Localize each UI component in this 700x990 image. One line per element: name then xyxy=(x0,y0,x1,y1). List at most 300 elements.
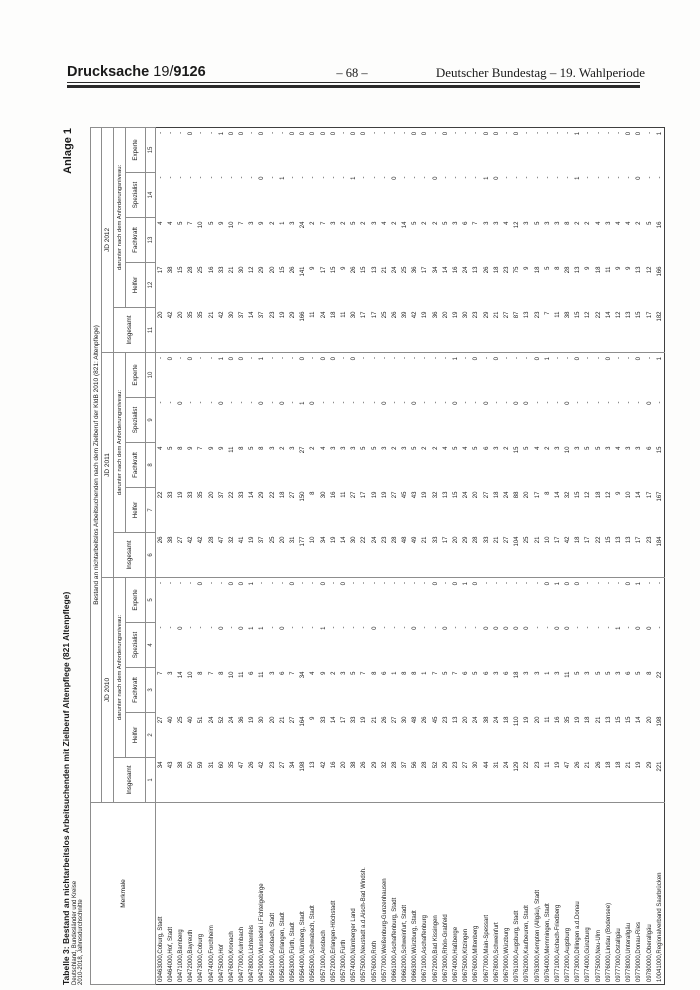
data-cell: 24 xyxy=(319,308,329,353)
data-cell: - xyxy=(361,582,368,584)
data-cell: 35 xyxy=(186,308,196,353)
row-label: 09771000,Aichach-Friedberg xyxy=(553,803,563,985)
data-cell: 4 xyxy=(381,221,388,225)
data-cell: - xyxy=(269,582,276,584)
data-cell: - xyxy=(157,176,164,179)
data-cell: 19 xyxy=(177,491,184,499)
data-cell: 2 xyxy=(636,221,643,225)
data-cell: 18 xyxy=(585,716,592,724)
data-cell: 18 xyxy=(493,491,500,499)
table-row xyxy=(206,127,216,984)
data-cell: 0 xyxy=(626,131,633,136)
data-cell: 38 xyxy=(176,758,186,803)
data-cell: 8 xyxy=(198,671,205,675)
data-cell: 0 xyxy=(636,357,643,361)
data-cell: 7 xyxy=(432,671,439,675)
data-cell: - xyxy=(616,401,623,404)
data-cell: - xyxy=(310,582,317,584)
data-cell: 33 xyxy=(239,491,246,499)
data-cell: - xyxy=(626,176,633,179)
data-cell: - xyxy=(585,401,592,404)
data-cell: 141 xyxy=(300,266,307,277)
data-cell: 7 xyxy=(290,671,297,675)
data-cell: 21 xyxy=(206,308,216,353)
data-cell: 21 xyxy=(420,533,430,578)
data-cell: 24 xyxy=(502,758,512,803)
header-rule-thick xyxy=(67,85,640,88)
data-cell: 9 xyxy=(218,446,225,450)
data-cell: 27 xyxy=(502,308,512,353)
data-table xyxy=(90,127,665,985)
table-row xyxy=(369,127,379,984)
data-cell: 7 xyxy=(361,671,368,675)
data-cell: 11 xyxy=(259,671,266,678)
data-cell: 25 xyxy=(380,308,390,353)
data-cell: 22 xyxy=(228,491,235,499)
data-cell: 21 xyxy=(279,716,286,724)
data-cell: 16 xyxy=(656,221,663,229)
row-label: 09476000,Kronach xyxy=(227,803,237,985)
row-label: 09472000,Bayreuth xyxy=(186,803,196,985)
data-cell: 0 xyxy=(300,131,307,136)
table-row xyxy=(349,127,359,984)
data-cell: 42 xyxy=(196,533,206,578)
data-cell: 13 xyxy=(624,533,634,578)
data-cell: - xyxy=(453,176,460,179)
data-cell: 18 xyxy=(493,266,500,274)
data-cell: 5 xyxy=(361,446,368,450)
data-cell: 0 xyxy=(636,176,643,180)
data-cell: - xyxy=(361,176,368,179)
data-cell: 17 xyxy=(359,308,369,353)
data-cell: 7 xyxy=(208,671,215,675)
data-cell: 41 xyxy=(237,533,247,578)
data-cell: 3 xyxy=(636,446,643,450)
level-header-fachkraft: Fachkraft xyxy=(126,668,146,713)
table-row xyxy=(482,127,492,984)
data-cell: 0 xyxy=(320,131,327,136)
data-cell: - xyxy=(656,401,663,404)
page-number: – 68 – xyxy=(336,66,368,80)
data-cell: 33 xyxy=(431,533,441,578)
data-cell: 12 xyxy=(614,308,624,353)
data-cell: - xyxy=(422,626,429,629)
data-cell: 1 xyxy=(422,671,429,675)
data-cell: 59 xyxy=(196,758,206,803)
data-cell: 1 xyxy=(351,176,358,180)
data-cell: 0 xyxy=(636,131,643,136)
data-cell: 21 xyxy=(381,266,388,274)
data-cell: 33 xyxy=(320,716,327,724)
table-row xyxy=(441,127,451,984)
data-cell: 5 xyxy=(585,446,592,450)
data-cell: 0 xyxy=(432,176,439,180)
data-cell: 1 xyxy=(279,221,286,225)
data-cell: - xyxy=(300,582,307,584)
data-cell: 48 xyxy=(400,533,410,578)
data-cell: 18 xyxy=(573,533,583,578)
col-number: 6 xyxy=(146,533,156,578)
row-label: 09478000,Lichtenfels xyxy=(247,803,257,985)
data-cell: 13 xyxy=(453,716,460,724)
data-cell: 0 xyxy=(483,131,490,136)
data-cell: 5 xyxy=(595,671,602,675)
data-cell: 17 xyxy=(534,491,541,499)
data-cell: - xyxy=(188,401,195,404)
data-cell: - xyxy=(595,131,602,134)
data-cell: - xyxy=(361,357,368,359)
data-cell: 11 xyxy=(605,266,612,273)
row-label: 10041000,Regionalverband Saarbrücken xyxy=(655,803,665,985)
data-cell: 28 xyxy=(471,533,481,578)
data-cell: 20 xyxy=(524,491,531,499)
data-cell: 88 xyxy=(514,491,521,499)
data-cell: 52 xyxy=(431,758,441,803)
data-cell: 0 xyxy=(188,357,195,361)
data-cell: - xyxy=(208,401,215,404)
data-cell: 23 xyxy=(645,533,655,578)
data-cell: 29 xyxy=(259,266,266,274)
data-cell: - xyxy=(177,582,184,584)
data-cell: 17 xyxy=(361,491,368,499)
data-cell: - xyxy=(463,357,470,359)
table-row xyxy=(451,127,461,984)
data-cell: 30 xyxy=(461,308,471,353)
level-header-experte: Experte xyxy=(126,578,146,623)
data-cell: 7 xyxy=(239,221,246,225)
data-cell: 4 xyxy=(463,446,470,450)
table-row xyxy=(400,127,410,984)
data-cell: - xyxy=(422,357,429,359)
data-cell: 3 xyxy=(605,221,612,225)
data-cell: 3 xyxy=(585,671,592,675)
data-cell: - xyxy=(249,131,256,134)
data-cell: 13 xyxy=(624,308,634,353)
data-cell: 1 xyxy=(259,626,266,630)
data-cell: 8 xyxy=(239,446,246,450)
data-cell: 19 xyxy=(361,716,368,724)
data-cell: - xyxy=(300,626,307,629)
data-cell: 17 xyxy=(441,533,451,578)
data-cell: 0 xyxy=(514,131,521,136)
data-cell: 198 xyxy=(298,758,308,803)
data-cell: 33 xyxy=(188,491,195,499)
data-cell: 22 xyxy=(594,308,604,353)
data-cell: 0 xyxy=(503,626,510,630)
data-cell: - xyxy=(585,131,592,134)
data-cell: 12 xyxy=(646,266,653,274)
table-row xyxy=(502,127,512,984)
data-cell: - xyxy=(595,357,602,359)
data-cell: 6 xyxy=(381,671,388,675)
data-cell: - xyxy=(595,626,602,629)
data-cell: 7 xyxy=(157,671,164,675)
data-cell: 45 xyxy=(402,491,409,499)
data-cell: 20 xyxy=(208,491,215,499)
table-row xyxy=(532,127,542,984)
data-cell: 26 xyxy=(351,266,358,274)
data-cell: 0 xyxy=(565,401,572,405)
row-label: 09775000,Neu-Ulm xyxy=(594,803,604,985)
data-cell: 221 xyxy=(655,758,665,803)
data-cell: 23 xyxy=(268,758,278,803)
year-header-2011: JD 2011 xyxy=(102,353,114,578)
data-cell: 38 xyxy=(166,533,176,578)
data-cell: - xyxy=(585,582,592,584)
data-cell: 14 xyxy=(330,716,337,724)
data-cell: - xyxy=(371,401,378,404)
data-cell: 22 xyxy=(656,671,663,679)
data-cell: 0 xyxy=(575,582,582,586)
data-cell: 150 xyxy=(300,491,307,502)
data-cell: - xyxy=(391,401,398,404)
data-cell: - xyxy=(412,357,419,359)
data-cell: 15 xyxy=(634,308,644,353)
data-cell: - xyxy=(402,582,409,584)
data-cell: 11 xyxy=(339,308,349,353)
data-cell: 0 xyxy=(534,357,541,361)
data-cell: 16 xyxy=(330,491,337,499)
data-cell: 0 xyxy=(432,582,439,586)
table-row xyxy=(227,127,237,984)
data-cell: 19 xyxy=(553,758,563,803)
data-cell: 30 xyxy=(349,308,359,353)
data-cell: 12 xyxy=(249,266,256,274)
data-cell: 17 xyxy=(320,266,327,274)
data-cell: 4 xyxy=(442,446,449,450)
level-header-experte: Experte xyxy=(126,127,146,172)
data-cell: 5 xyxy=(412,221,419,225)
row-label: 09674000,Haßberge xyxy=(451,803,461,985)
data-cell: 28 xyxy=(565,266,572,274)
row-label: 09561000,Ansbach, Stadt xyxy=(268,803,278,985)
data-cell: 3 xyxy=(351,446,358,450)
data-cell: - xyxy=(198,131,205,134)
data-cell: 1 xyxy=(218,357,225,361)
data-cell: 4 xyxy=(595,221,602,225)
table-title-block xyxy=(62,128,90,985)
row-label: 09571000,Ansbach xyxy=(319,803,329,985)
data-cell: - xyxy=(595,401,602,404)
data-cell: 2 xyxy=(585,221,592,225)
data-cell: - xyxy=(177,131,184,134)
data-cell: 23 xyxy=(503,266,510,274)
data-cell: 5 xyxy=(351,221,358,225)
data-cell: 0 xyxy=(473,582,480,586)
data-cell: 17 xyxy=(583,533,593,578)
data-cell: - xyxy=(554,401,561,404)
data-cell: 1 xyxy=(554,582,561,586)
data-cell: 23 xyxy=(451,758,461,803)
data-cell: - xyxy=(290,357,297,359)
data-cell: 0 xyxy=(422,131,429,136)
data-cell: - xyxy=(269,401,276,404)
data-cell: 0 xyxy=(453,582,460,586)
data-cell: 51 xyxy=(198,716,205,724)
data-cell: 11 xyxy=(340,491,347,498)
data-cell: 3 xyxy=(534,671,541,675)
data-cell: 9 xyxy=(524,266,531,270)
data-cell: - xyxy=(534,582,541,584)
data-cell: 2 xyxy=(422,446,429,450)
data-cell: 5 xyxy=(442,671,449,675)
data-cell: 34 xyxy=(156,758,166,803)
data-cell: 26 xyxy=(422,716,429,724)
data-cell: 0 xyxy=(330,357,337,361)
data-cell: 45 xyxy=(432,716,439,724)
data-cell: 17 xyxy=(157,266,164,274)
row-label: 09563000,Fürth, Stadt xyxy=(288,803,298,985)
data-cell: 0 xyxy=(554,626,561,630)
data-cell: 7 xyxy=(198,446,205,450)
data-cell: - xyxy=(636,401,643,404)
table-row xyxy=(319,127,329,984)
data-cell: 26 xyxy=(573,758,583,803)
data-cell: - xyxy=(402,401,409,404)
data-cell: 0 xyxy=(493,357,500,361)
data-cell: 33 xyxy=(218,266,225,274)
data-cell: 2 xyxy=(330,671,337,675)
data-cell: 20 xyxy=(463,716,470,724)
data-cell: 42 xyxy=(563,533,573,578)
data-cell: - xyxy=(605,582,612,584)
level-header-fachkraft: Fachkraft xyxy=(126,218,146,263)
data-cell: 37 xyxy=(257,533,267,578)
data-cell: 30 xyxy=(402,716,409,724)
table-row xyxy=(573,127,583,984)
table-row xyxy=(492,127,502,984)
data-cell: 40 xyxy=(188,716,195,724)
data-cell: - xyxy=(300,176,307,179)
row-label: 09677000,Main-Spessart xyxy=(482,803,492,985)
insgesamt-header: Insgesamt xyxy=(114,533,146,578)
data-cell: 0 xyxy=(177,626,184,630)
data-cell: 21 xyxy=(228,266,235,274)
data-cell: 0 xyxy=(188,131,195,136)
data-cell: - xyxy=(259,582,266,584)
data-cell: - xyxy=(432,401,439,404)
data-cell: 20 xyxy=(473,491,480,499)
data-cell: 43 xyxy=(166,758,176,803)
data-cell: 0 xyxy=(442,626,449,630)
data-cell: 0 xyxy=(371,626,378,630)
data-cell: 7 xyxy=(320,221,327,225)
data-cell: 22 xyxy=(269,491,276,499)
darunter-header: darunter nach dem Anforderungsniveau: xyxy=(114,578,126,758)
data-cell: - xyxy=(483,582,490,584)
data-cell: 42 xyxy=(217,308,227,353)
data-cell: 13 xyxy=(636,266,643,274)
data-cell: 5 xyxy=(524,446,531,450)
table-row xyxy=(166,127,176,984)
data-cell: 6 xyxy=(646,446,653,450)
data-cell: - xyxy=(514,582,521,584)
row-label: 09562000,Erlangen, Stadt xyxy=(278,803,288,985)
data-cell: 9 xyxy=(340,266,347,270)
data-cell: 3 xyxy=(554,671,561,675)
data-cell: 4 xyxy=(310,671,317,675)
data-cell: 0 xyxy=(605,357,612,361)
data-cell: 23 xyxy=(532,758,542,803)
table-subtitle-region: Deutschland, Bundesländer und Kreise xyxy=(71,880,78,985)
data-cell: 15 xyxy=(361,266,368,274)
data-cell: 15 xyxy=(453,491,460,499)
data-cell: 15 xyxy=(573,308,583,353)
data-cell: - xyxy=(453,131,460,134)
data-cell: 15 xyxy=(626,716,633,724)
data-cell: 1 xyxy=(656,131,663,136)
table-row xyxy=(461,127,471,984)
data-cell: 6 xyxy=(463,221,470,225)
data-cell: 8 xyxy=(412,671,419,675)
data-cell: 12 xyxy=(585,491,592,499)
data-cell: 27 xyxy=(278,758,288,803)
data-cell: 50 xyxy=(186,758,196,803)
data-cell: 56 xyxy=(410,758,420,803)
data-cell: - xyxy=(239,176,246,179)
row-label: 09679000,Würzburg xyxy=(502,803,512,985)
data-cell: 0 xyxy=(351,131,358,136)
table-row xyxy=(308,127,318,984)
data-cell: 0 xyxy=(453,401,460,405)
data-cell: 23 xyxy=(471,308,481,353)
data-cell: 0 xyxy=(239,582,246,586)
row-label: 09779000,Donau-Ries xyxy=(634,803,644,985)
data-cell: 23 xyxy=(442,716,449,724)
data-cell: - xyxy=(473,176,480,179)
data-cell: 4 xyxy=(167,221,174,225)
data-cell: 15 xyxy=(330,266,337,274)
row-label: 09575000,Neustadt a.d.Aisch-Bad Windsh. xyxy=(359,803,369,985)
data-cell: 10 xyxy=(228,221,235,229)
data-cell: 5 xyxy=(473,671,480,675)
data-cell: 35 xyxy=(198,491,205,499)
data-cell: 44 xyxy=(482,758,492,803)
data-cell: 10 xyxy=(626,491,633,499)
data-cell: 18 xyxy=(595,491,602,499)
data-cell: 5 xyxy=(473,446,480,450)
data-cell: 35 xyxy=(196,308,206,353)
data-cell: 1 xyxy=(259,357,266,361)
data-cell: - xyxy=(402,131,409,134)
col-number: 13 xyxy=(146,218,156,263)
data-cell: 2 xyxy=(391,446,398,450)
data-cell: 1 xyxy=(279,176,286,180)
data-cell: 10 xyxy=(198,221,205,229)
data-cell: 15 xyxy=(575,491,582,499)
data-cell: - xyxy=(310,176,317,179)
data-cell: 36 xyxy=(412,266,419,274)
data-cell: 0 xyxy=(412,626,419,630)
data-cell: - xyxy=(340,626,347,629)
data-cell: 14 xyxy=(402,221,409,229)
data-cell: - xyxy=(514,176,521,179)
col-number: 9 xyxy=(146,398,156,443)
data-cell: - xyxy=(198,357,205,359)
row-label: 09678000,Schweinfurt xyxy=(492,803,502,985)
data-cell: 0 xyxy=(412,131,419,136)
row-label: 09776000,Lindau (Bodensee) xyxy=(604,803,614,985)
data-cell: - xyxy=(422,401,429,404)
data-cell: 9 xyxy=(310,716,317,720)
data-cell: - xyxy=(646,176,653,179)
col-number: 10 xyxy=(146,353,156,398)
data-cell: - xyxy=(534,131,541,134)
data-cell: 4 xyxy=(320,446,327,450)
data-cell: - xyxy=(626,357,633,359)
darunter-header: darunter nach dem Anforderungsniveau: xyxy=(114,353,126,533)
merkmale-header: Merkmale xyxy=(91,803,156,985)
